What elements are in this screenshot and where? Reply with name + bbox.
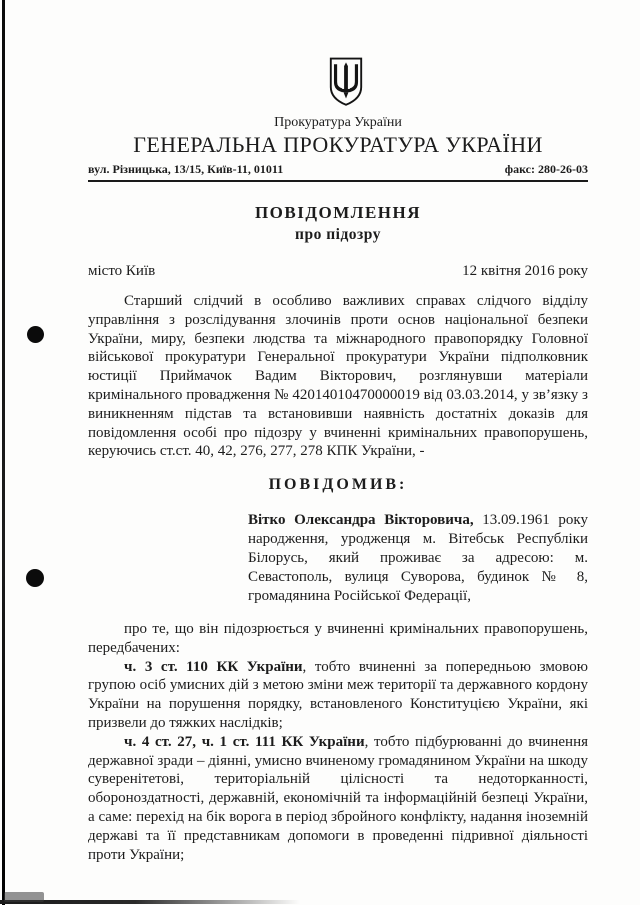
charge-paragraph-2 bbox=[88, 733, 588, 865]
document-city: місто Київ bbox=[88, 263, 156, 279]
org-name-small: Прокуратура України bbox=[274, 115, 402, 130]
charge-1-text: , тобто вчиненні за попередньою змовою групою осіб умисних дій з метою зміни меж території та державного кордону України на порушення порядку, встановленого Конституцією України, які призвели до тяжких наслідків; bbox=[88, 658, 588, 731]
charge-2-article: ч. 4 ст. 27, ч. 1 ст. 111 КК України bbox=[124, 733, 365, 750]
place-date-row bbox=[88, 263, 588, 280]
letterhead-contact-row bbox=[88, 162, 588, 182]
org-name-large: ГЕНЕРАЛЬНА ПРОКУРАТУРА УКРАЇНИ bbox=[133, 132, 543, 157]
charge-paragraph-1 bbox=[88, 658, 588, 733]
document-title: ПОВІДОМЛЕННЯ bbox=[254, 203, 422, 222]
scan-edge-line bbox=[2, 0, 5, 905]
org-address: вул. Різницька, 13/15, Київ-11, 01011 bbox=[88, 162, 284, 176]
investigator-paragraph: Старший слідчий в особливо важливих справах слідчого відділу управління з розслідування злочинів проти основ національної безпеки України, миру, безпеки людства та міжнародного правопорядку Головної військової прокуратури Генеральної прокуратури України підполковник юстиції Приймачок Вадим Вікторович, розглянувши матеріали кримінального провадження № 42014010470000019 від 03.03.2014, у зв’язку з виникненням підстав та встановивши наявність достатніх доказів для повідомлення особі про підозру у вчиненні кримінальних правопорушень, керуючись ст.ст. 40, 42, 276, 277, 278 КПК України, - bbox=[88, 293, 588, 460]
scan-corner-smudge bbox=[4, 892, 44, 902]
scan-bottom-shadow bbox=[0, 900, 300, 904]
binding-hole-mark bbox=[26, 569, 44, 587]
document-content bbox=[88, 0, 588, 864]
charge-1-article: ч. 3 ст. 110 КК України bbox=[124, 658, 303, 675]
accusation-intro: про те, що він підозрюється у вчиненні кримінальних правопорушень, передбачених: bbox=[88, 620, 588, 656]
charge-2-text: , тобто підбурюванні до вчинення державної зради – діянні, умисно вчиненому громадянином України на шкоду суверенітетові, територіальній цілісності та недоторканності, обороноздатності, державній, економічній та інформаційній безпеці України, а саме: перехід на бік ворога в період збройного конфлікту, надання іноземній державі та її представникам допомоги в проведенні підривної діяльності проти України; bbox=[88, 733, 589, 863]
document-subtitle: про підозру bbox=[295, 226, 381, 243]
org-fax: факс: 280-26-03 bbox=[504, 162, 588, 176]
trident-emblem-icon bbox=[96, 56, 596, 113]
suspect-name: Вітко Олександра Вікторовича, bbox=[248, 511, 474, 528]
binding-hole-mark bbox=[27, 326, 44, 343]
document-date: 12 квітня 2016 року bbox=[462, 263, 588, 279]
notified-heading: ПОВІДОМИВ: bbox=[268, 476, 408, 494]
suspect-details-block bbox=[248, 511, 588, 606]
suspect-details: 13.09.1961 року народження, уродженця м. Вітебськ Республіки Білорусь, який проживає за адресою: м. Севастополь, вулиця Суворова, будинок № 8, громадянина Російської Федерації, bbox=[248, 511, 588, 604]
